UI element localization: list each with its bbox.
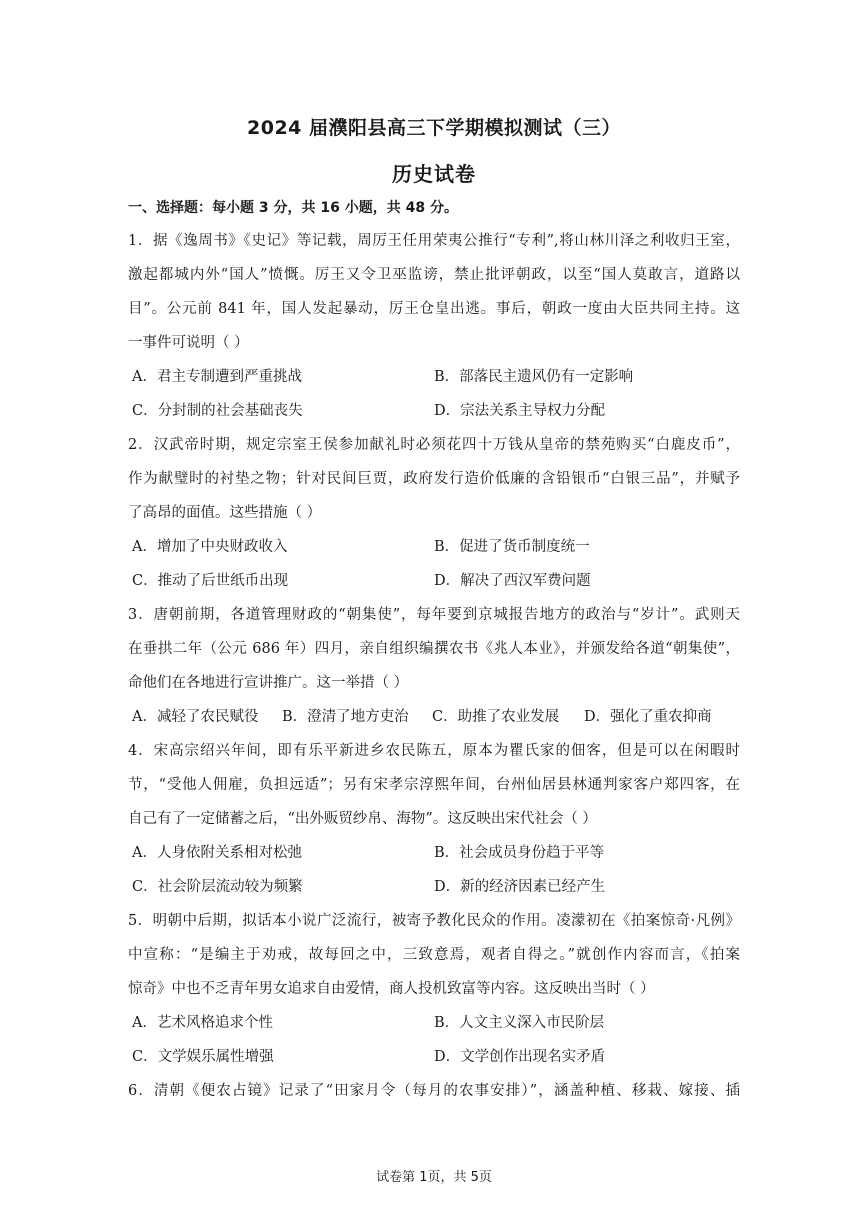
exam-subtitle: 历史试卷 bbox=[392, 162, 476, 186]
question-2 bbox=[128, 428, 740, 598]
question-5-options-row-2 bbox=[128, 1040, 740, 1074]
question-1-line-1: 1．据《逸周书》《史记》等记载，周厉王任用荣夷公推行“专利”,将山林川泽之利收归王室， bbox=[128, 233, 740, 249]
question-3 bbox=[128, 598, 740, 734]
option-a: A．君主专制遭到严重挑战 bbox=[132, 369, 302, 385]
question-3-line-1: 3．唐朝前期，各道管理财政的“朝集使”，每年要到京城报告地方的政治与“岁计”。武则天 bbox=[128, 607, 740, 623]
question-1 bbox=[128, 224, 740, 428]
option-c: C．社会阶层流动较为频繁 bbox=[132, 879, 303, 895]
exam-title: 2024 届濮阳县高三下学期模拟测试（三） bbox=[247, 117, 621, 139]
question-2-options-row-2 bbox=[128, 564, 740, 598]
option-b: B．促进了货币制度统一 bbox=[434, 539, 590, 555]
question-3-line-2: 在垂拱二年（公元 686 年）四月，亲自组织编撰农书《兆人本业》，并颁发给各道“朝集使”， bbox=[128, 641, 740, 657]
option-d: D．强化了重农抑商 bbox=[584, 709, 712, 725]
question-4-line-1: 4．宋高宗绍兴年间，即有乐平新进乡农民陈五，原本为瞿氏家的佃客，但是可以在闲暇时 bbox=[128, 743, 740, 759]
option-a: A．人身依附关系相对松弛 bbox=[132, 845, 302, 861]
question-1-options-row-2 bbox=[128, 394, 740, 428]
question-1-line-4: 一事件可说明（ ） bbox=[128, 335, 249, 351]
question-5-line-2: 中宣称：“是编主于劝戒，故每回之中，三致意焉，观者自得之。”就创作内容而言，《拍案 bbox=[128, 947, 740, 963]
question-2-line-2: 作为献璧时的衬垫之物；针对民间巨贾，政府发行造价低廉的含铅银币“白银三品”，并赋予 bbox=[128, 471, 740, 487]
section-heading: 一、选择题：每小题 3 分，共 16 小题，共 48 分。 bbox=[128, 200, 458, 216]
option-c: C．分封制的社会基础丧失 bbox=[132, 403, 303, 419]
question-3-options-row bbox=[128, 700, 740, 734]
option-d: D．新的经济因素已经产生 bbox=[434, 879, 606, 895]
question-5-line-3: 惊奇》中也不乏青年男女追求自由爱情，商人投机致富等内容。这反映出当时（ ） bbox=[128, 981, 655, 997]
question-4-line-3: 自己有了一定储蓄之后，“出外贩贸纱帛、海物”。这反映出宋代社会（ ） bbox=[128, 811, 597, 827]
option-d: D．宗法关系主导权力分配 bbox=[434, 403, 606, 419]
question-2-line-1: 2．汉武帝时期，规定宗室王侯参加献礼时必须花四十万钱从皇帝的禁苑购买“白鹿皮币”， bbox=[128, 437, 740, 453]
option-a: A．减轻了农民赋役 bbox=[132, 709, 259, 725]
question-5-line-1: 5．明朝中后期，拟话本小说广泛流行，被寄予教化民众的作用。凌濛初在《拍案惊奇·凡例》 bbox=[128, 913, 740, 929]
question-4-line-2: 节，“受他人佣雇，负担远适”；另有宋孝宗淳熙年间，台州仙居县林通判家客户郑四客，在 bbox=[128, 777, 740, 793]
option-b: B．澄清了地方吏治 bbox=[282, 709, 409, 725]
option-c: C．助推了农业发展 bbox=[432, 709, 560, 725]
option-a: A．增加了中央财政收入 bbox=[132, 539, 288, 555]
question-1-line-2: 激起都城内外“国人”愤慨。厉王又令卫巫监谤，禁止批评朝政，以至“国人莫敢言，道路以 bbox=[128, 267, 740, 283]
question-list bbox=[128, 224, 740, 1108]
question-4 bbox=[128, 734, 740, 904]
option-d: D．解决了西汉军费问题 bbox=[434, 573, 591, 589]
option-c: C．推动了后世纸币出现 bbox=[132, 573, 289, 589]
option-c: C．文学娱乐属性增强 bbox=[132, 1049, 274, 1065]
option-a: A．艺术风格追求个性 bbox=[132, 1015, 273, 1031]
question-3-line-3: 命他们在各地进行宣讲推广。这一举措（ ） bbox=[128, 675, 409, 691]
question-5 bbox=[128, 904, 740, 1074]
option-b: B．人文主义深入市民阶层 bbox=[434, 1015, 605, 1031]
option-b: B．社会成员身份趋于平等 bbox=[434, 845, 605, 861]
question-1-line-3: 目”。公元前 841 年，国人发起暴动，厉王仓皇出逃。事后，朝政一度由大臣共同主持。这 bbox=[128, 301, 740, 317]
page-footer: 试卷第 1页，共 5页 bbox=[376, 1170, 492, 1185]
option-b: B．部落民主遗风仍有一定影响 bbox=[434, 369, 634, 385]
question-5-options-row-1 bbox=[128, 1006, 740, 1040]
question-2-options-row-1 bbox=[128, 530, 740, 564]
question-4-options-row-1 bbox=[128, 836, 740, 870]
question-1-options-row-1 bbox=[128, 360, 740, 394]
question-6-line-1: 6．清朝《便农占镜》记录了“田家月令（每月的农事安排）”，涵盖种植、移栽、嫁接、插 bbox=[128, 1083, 740, 1099]
option-d: D．文学创作出现名实矛盾 bbox=[434, 1049, 606, 1065]
question-2-line-3: 了高昂的面值。这些措施（ ） bbox=[128, 505, 322, 521]
question-6 bbox=[128, 1074, 740, 1108]
question-4-options-row-2 bbox=[128, 870, 740, 904]
